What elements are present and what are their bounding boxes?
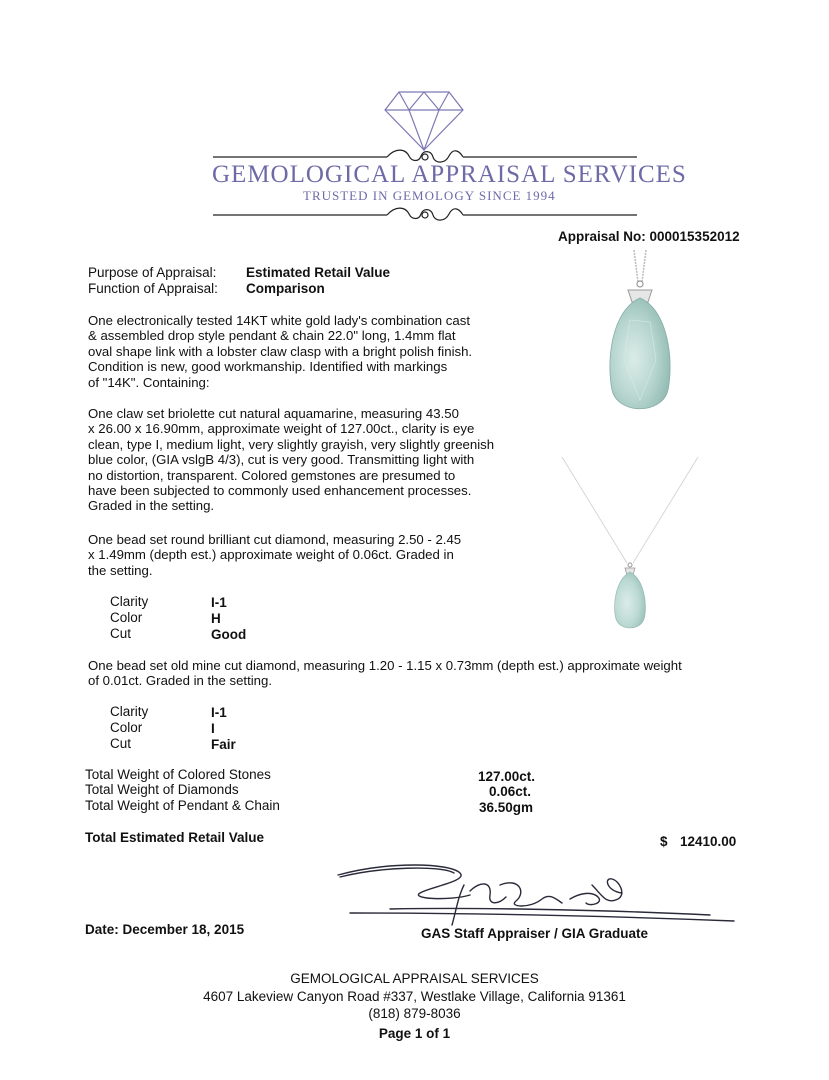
diamond1-line: x 1.49mm (depth est.) approximate weight of 0.06ct. Graded in xyxy=(88,547,454,563)
appraisal-number: Appraisal No: 000015352012 xyxy=(558,229,740,244)
retail-value-label: Total Estimated Retail Value xyxy=(85,830,265,845)
ornament-divider-bottom xyxy=(205,204,645,226)
diamond1-line: the setting. xyxy=(88,562,153,578)
total-value: 0.06ct. xyxy=(488,784,531,799)
item-description xyxy=(88,313,518,390)
purpose-label: Purpose of Appraisal: xyxy=(88,265,217,280)
footer xyxy=(0,970,829,1042)
aquamarine-description xyxy=(88,406,518,514)
totals-table xyxy=(85,767,545,817)
grade-value: I-1 xyxy=(211,595,227,610)
diamond2-line: of 0.01ct. Graded in the setting. xyxy=(88,673,273,689)
footer-company: GEMOLOGICAL APPRAISAL SERVICES xyxy=(290,971,539,986)
grade-label: Cut xyxy=(110,626,132,641)
aquamarine-line: x 26.00 x 16.90mm, approximate weight of 127.00ct., clarity is eye xyxy=(88,421,475,437)
grade-label: Clarity xyxy=(110,594,149,609)
aquamarine-line: Graded in the setting. xyxy=(88,498,215,514)
company-tagline: TRUSTED IN GEMOLOGY SINCE 1994 xyxy=(303,188,556,203)
diamond2-description xyxy=(88,658,728,689)
function-value: Comparison xyxy=(246,281,325,296)
retail-currency: $ xyxy=(660,834,668,849)
grade-label: Clarity xyxy=(110,704,149,719)
grade-value: Fair xyxy=(211,737,236,752)
signature-image xyxy=(330,855,740,935)
footer-phone: (818) 879-8036 xyxy=(368,1006,461,1021)
signer-title: GAS Staff Appraiser / GIA Graduate xyxy=(421,926,649,941)
header-logo xyxy=(205,88,687,223)
diamond1-description xyxy=(88,532,518,578)
company-name: GEMOLOGICAL APPRAISAL SERVICES xyxy=(212,161,687,188)
description-line: of "14K". Containing: xyxy=(88,374,210,390)
description-line: oval shape link with a lobster claw clasp with a bright polish finish. xyxy=(88,343,473,359)
description-line: One electronically tested 14KT white gold lady's combination cast xyxy=(88,313,470,328)
grade-label: Color xyxy=(110,610,143,625)
grade-value: Good xyxy=(211,627,247,642)
aquamarine-line: clean, type I, medium light, very slightly grayish, very slightly greenish xyxy=(88,436,495,452)
total-label: Total Weight of Colored Stones xyxy=(85,767,271,782)
description-line: & assembled drop style pendant & chain 22.0" long, 1.4mm flat xyxy=(88,328,456,344)
description-line: Condition is new, good workmanship. Identified with markings xyxy=(88,359,448,375)
aquamarine-line: One claw set briolette cut natural aquamarine, measuring 43.50 xyxy=(88,406,459,421)
purpose-value: Estimated Retail Value xyxy=(246,265,391,280)
diamond1-line: One bead set round brilliant cut diamond, measuring 2.50 - 2.45 xyxy=(88,532,462,547)
footer-address: 4607 Lakeview Canyon Road #337, Westlake Village, California 91361 xyxy=(203,988,626,1004)
grade-label: Cut xyxy=(110,736,132,751)
total-label: Total Weight of Pendant & Chain xyxy=(85,798,280,813)
aquamarine-line: blue color, (GIA vslgB 4/3), cut is very good. Transmitting light with xyxy=(88,452,475,468)
function-label: Function of Appraisal: xyxy=(88,281,218,296)
appraisal-date: Date: December 18, 2015 xyxy=(85,922,245,937)
total-value: 36.50gm xyxy=(478,800,533,815)
diamond1-grades xyxy=(110,594,310,644)
pendant-full-photo xyxy=(560,455,700,635)
total-label: Total Weight of Diamonds xyxy=(85,782,239,797)
total-value: 127.00ct. xyxy=(477,769,535,784)
grade-value: I-1 xyxy=(211,705,227,720)
pendant-closeup-photo xyxy=(590,250,690,430)
grade-label: Color xyxy=(110,720,143,735)
footer-page: Page 1 of 1 xyxy=(378,1025,451,1041)
grade-value: I xyxy=(211,721,215,736)
diamond-icon xyxy=(383,90,465,152)
diamond2-grades xyxy=(110,704,310,754)
grade-value: H xyxy=(211,611,221,626)
retail-value: 12410.00 xyxy=(680,834,737,849)
diamond2-line: One bead set old mine cut diamond, measuring 1.20 - 1.15 x 0.73mm (depth est.) approximate weight xyxy=(88,658,682,673)
aquamarine-line: have been subjected to commonly used enhancement processes. xyxy=(88,483,472,499)
aquamarine-line: no distortion, transparent. Colored gemstones are presumed to xyxy=(88,467,456,483)
